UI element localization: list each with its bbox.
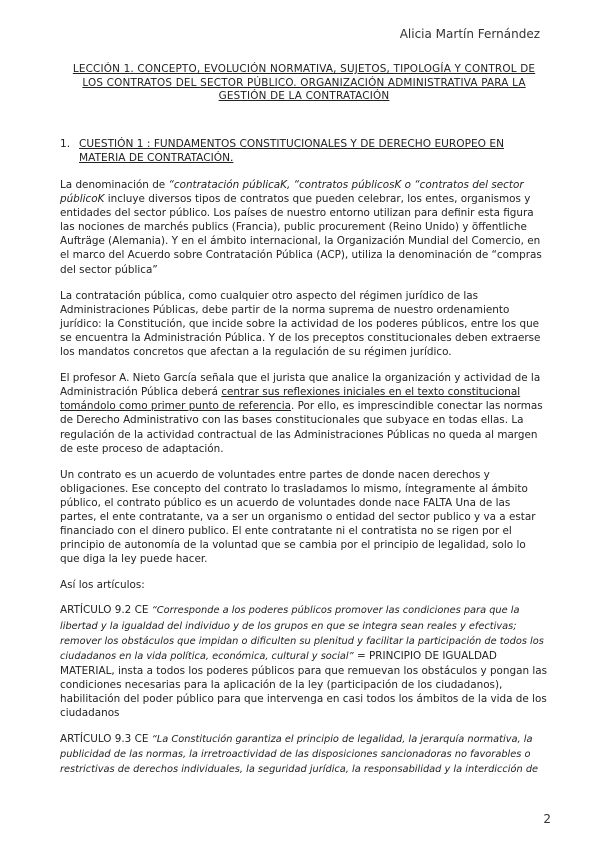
paragraph-constitution: La contratación pública, como cualquier otro aspecto del régimen jurídico de las Administraciones Públicas, debe partir de la norma suprema de nuestro ordenamiento jurídico: la Constitución, que incide sobre la actividad de los poderes públicos, entre los que se encuentra la Administración Pública. Y de los preceptos constitucionales deben extraerse los mandatos concretos que afectan a la regulación de su régimen jurídico. [60,289,541,359]
article-quote: “Corresponde a los poderes públicos promover las condiciones para que la libertad y la igualdad del individuo y de los grupos en que se integra sean reales y efectivas; remover los obstáculos que impidan o dificulten su plenitud y facilitar la participación de todos los ciudadanos en la vida política, económica, cultural y social” [60,605,544,662]
author-name: Alicia Martín Fernández [399,27,540,41]
underlined-phrase: centrar sus reflexiones iniciales en el texto constitucional tomándolo como primer punto de referencia [60,386,521,413]
article-label: ARTÍCULO 9.3 CE [60,733,152,746]
question-number: 1. [60,138,71,150]
paragraph-definition [60,178,548,277]
paragraph-articles-intro: Así los artículos: [60,579,145,592]
italic-term: “contratación públicaK, “contratos públicosK o “contratos del sector públicoK [60,179,524,206]
article-9-2 [60,603,548,720]
paragraph-contract: Un contrato es un acuerdo de voluntades entre partes de donde nacen derechos y obligaciones. Ese concepto del contrato lo trasladamos lo mismo, íntegramente al ámbito público, el contrato público es un acuerdo de voluntades donde nace FALTA Una de las partes, el ente contratante, va a ser un organismo o entidad del sector publico y va a estar financiado con el dinero publico. El ente contratante ni el contratista no se rigen por el principio de autonomía de la voluntad que se cambia por el principio de legalidad, solo lo que diga la ley puede hacer. [60,468,536,566]
paragraph-text: El profesor A. Nieto García señala que el jurista que analice la organización y actividad de la Administración Pública deberá [60,372,541,399]
paragraph-text: . Por ello, es imprescindible conectar las normas de Derecho Administrativo con las bases constitucionales que subyace en todas ellas. La regulación de la actividad contractual de las Administraciones Públicas no queda al margen de este proceso de adaptación. [60,400,543,455]
question-heading [60,137,530,165]
article-quote: “La Constitución garantiza el principio de legalidad, la jerarquía normativa, la publicidad de las normas, la irretroactividad de las disposiciones sancionadoras no favorables o restrictivas de derechos individuales, la seguridad jurídica, la responsabilidad y la interdicción de [60,734,539,776]
article-commentary: = PRINCIPIO DE IGUALDAD MATERIAL, insta a todos los poderes públicos para que remuevan los obstáculos y pongan las condiciones necesarias para la aplicación de la ley (participación de los ciudadanos), habilitación del poder público para que intervenga en casi todos los ámbitos de la vida de los ciudadanos [60,649,548,720]
paragraph-text: La denominación de [60,179,169,191]
question-title: CUESTIÓN 1 : FUNDAMENTOS CONSTITUCIONALES Y DE DERECHO EUROPEO EN MATERIA DE CONTRATACIÓN. [79,138,504,164]
document-body [60,178,548,789]
article-9-3 [60,732,548,777]
lesson-title: LECCIÓN 1. CONCEPTO, EVOLUCIÓN NORMATIVA, SUJETOS, TIPOLOGÍA Y CONTROL DE LOS CONTRATOS DEL SECTOR PÚBLICO. ORGANIZACIÓN ADMINISTRATIVA PARA LA GESTIÓN DE LA CONTRATACIÓN [72,63,536,102]
article-label: ARTÍCULO 9.2 CE [60,604,152,617]
page-number: 2 [543,812,551,826]
paragraph-nieto [60,371,548,456]
paragraph-text: incluye diversos tipos de contratos que pueden celebrar, los entes, organismos y entidades del sector público. Los países de nuestro entorno utilizan para definir esta figura las nociones de marchés publics (Francia), public procurement (Reino Unido) y öffentliche Aufträge (Alemania). Y en el ámbito internacional, la Organización Mundial del Comercio, en el marco del Acuerdo sobre Contratación Pública (ACP), utiliza la denominación de “compras del sector pública” [60,193,542,276]
